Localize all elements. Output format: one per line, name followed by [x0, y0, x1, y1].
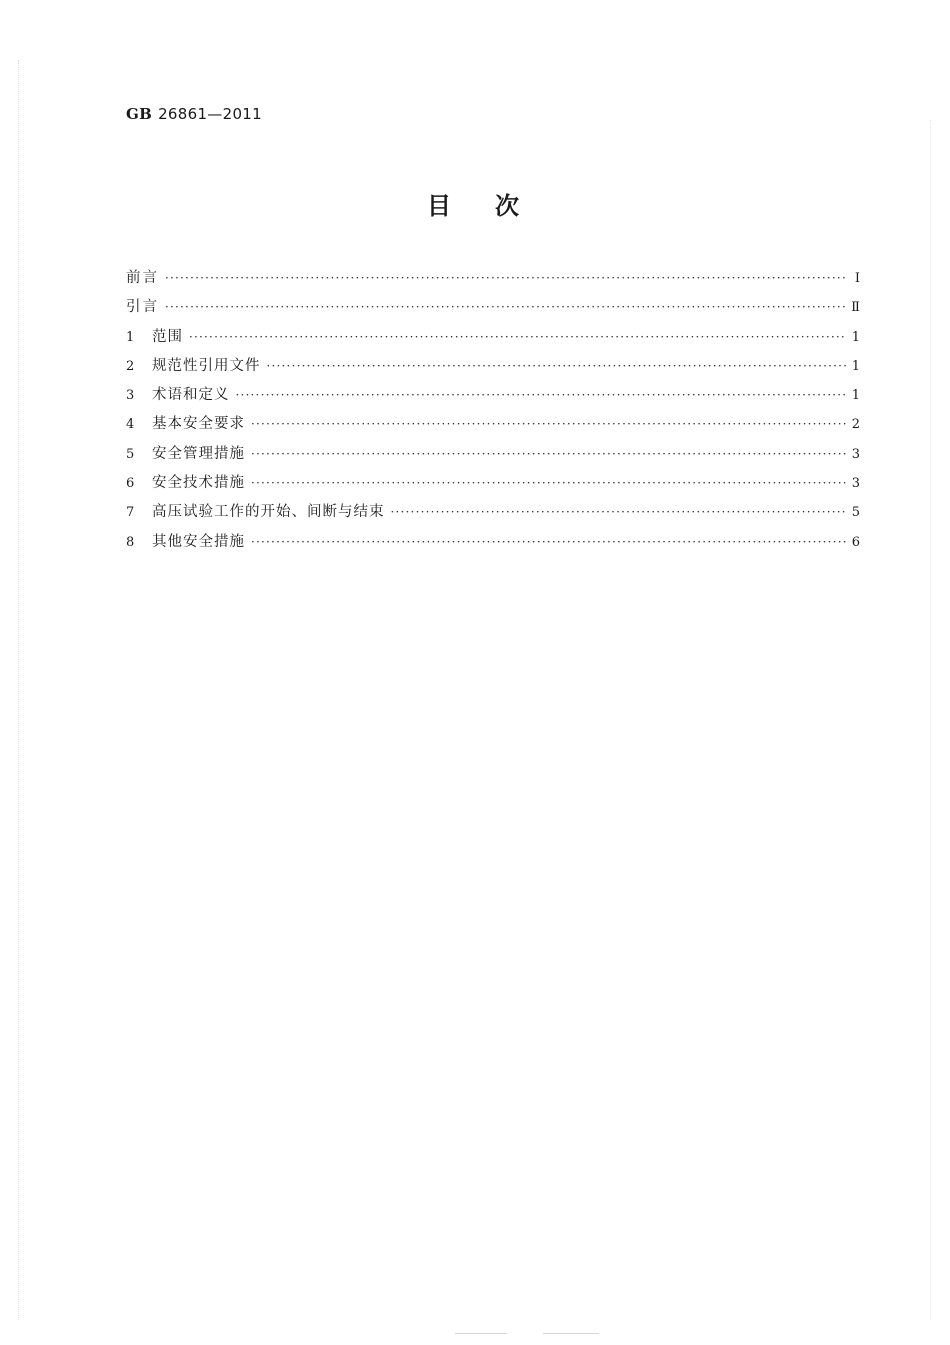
scan-edge-left — [18, 60, 19, 1320]
toc-entry-label: 其他安全措施 — [152, 533, 245, 550]
toc-entry-page: 3 — [851, 446, 860, 462]
toc-entry-page: Ⅱ — [851, 300, 860, 316]
toc-entry[interactable] — [126, 469, 860, 498]
toc-entry-label: 安全管理措施 — [152, 445, 245, 462]
toc-entry-label: 安全技术措施 — [152, 475, 245, 492]
standard-code — [126, 105, 262, 123]
standard-number: 26861—2011 — [158, 105, 262, 123]
table-of-contents — [126, 264, 860, 557]
toc-entry-number: 5 — [126, 446, 135, 462]
toc-entry[interactable] — [126, 440, 860, 469]
toc-entry-number: 1 — [126, 329, 135, 345]
toc-dot-leader — [251, 440, 846, 469]
toc-dot-leader — [165, 293, 846, 322]
toc-dot-leader — [165, 264, 846, 293]
toc-entry-page: 5 — [851, 505, 860, 521]
toc-entry[interactable] — [126, 498, 860, 527]
toc-entry[interactable] — [126, 352, 860, 381]
toc-entry-label: 高压试验工作的开始、间断与结束 — [152, 504, 385, 521]
toc-entry-label: 范围 — [152, 328, 183, 345]
toc-title: 目次 — [427, 192, 563, 220]
toc-entry-page: 2 — [851, 417, 860, 433]
toc-entry-label: 术语和定义 — [152, 387, 230, 404]
toc-entry[interactable] — [126, 410, 860, 439]
toc-entry-label: 规范性引用文件 — [152, 357, 261, 374]
toc-entry-number: 6 — [126, 476, 135, 492]
toc-entry-page: 3 — [851, 476, 860, 492]
toc-entry-label: 前言 — [126, 270, 159, 286]
toc-entry-page: Ⅰ — [854, 271, 860, 286]
toc-dot-leader — [251, 469, 846, 498]
scan-edge-right — [930, 120, 931, 1320]
gb-mark: GB — [126, 105, 153, 123]
toc-entry-number: 3 — [126, 388, 135, 404]
toc-entry-number: 4 — [126, 417, 135, 433]
toc-dot-leader — [189, 323, 846, 352]
toc-entry-page: 1 — [851, 358, 860, 374]
scan-mark — [543, 1333, 599, 1334]
toc-dot-leader — [251, 528, 846, 557]
toc-entry[interactable] — [126, 264, 860, 293]
toc-entry[interactable] — [126, 293, 860, 322]
toc-entry[interactable] — [126, 528, 860, 557]
toc-entry-label: 引言 — [126, 299, 159, 316]
toc-entry-number: 8 — [126, 534, 135, 550]
toc-dot-leader — [236, 381, 847, 410]
toc-entry-number: 7 — [126, 505, 135, 521]
toc-dot-leader — [251, 410, 846, 439]
toc-entry[interactable] — [126, 381, 860, 410]
toc-dot-leader — [267, 352, 847, 381]
toc-entry-label: 基本安全要求 — [152, 416, 245, 433]
toc-entry[interactable] — [126, 323, 860, 352]
scan-mark — [455, 1333, 507, 1334]
toc-entry-page: 1 — [851, 329, 860, 345]
toc-entry-page: 1 — [851, 388, 860, 404]
toc-dot-leader — [391, 498, 847, 527]
toc-entry-number: 2 — [126, 358, 135, 374]
toc-entry-page: 6 — [851, 534, 860, 550]
